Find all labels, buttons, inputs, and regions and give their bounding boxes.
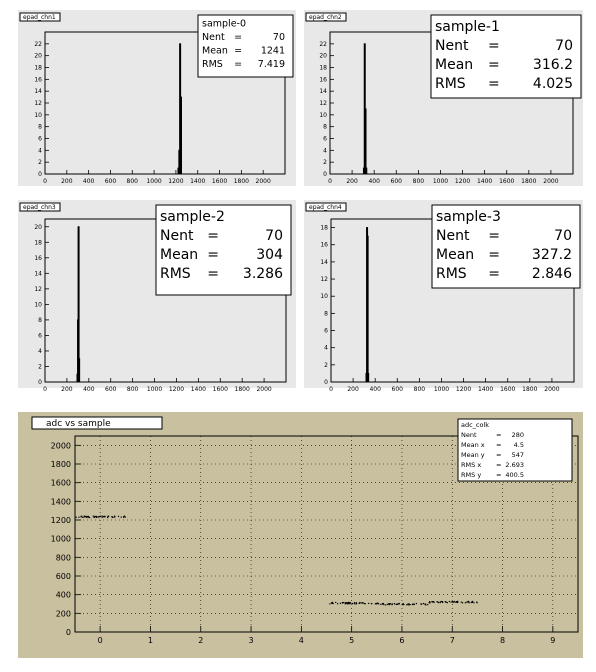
y-tick-label: 18	[34, 239, 42, 247]
stats-equals: =	[207, 266, 220, 282]
scatter-point	[83, 517, 84, 518]
x-tick-label: 200	[347, 386, 359, 393]
scatter-point	[329, 603, 330, 604]
y-tick-label: 1200	[50, 516, 71, 525]
stats-value: 2.846	[531, 266, 572, 282]
scatter-point	[447, 602, 448, 603]
plot-title: epad_chn3	[23, 204, 56, 211]
stats-label: Nent	[436, 228, 470, 244]
scatter-point	[101, 516, 102, 517]
x-tick-label: 400	[369, 386, 381, 393]
scatter-point	[354, 603, 355, 604]
scatter-point	[452, 601, 453, 602]
stats-equals: =	[234, 45, 243, 57]
stats-value: 400.5	[505, 471, 524, 479]
y-tick-label: 8	[38, 316, 42, 324]
stats-equals: =	[496, 451, 502, 459]
x-tick-label: 600	[390, 178, 402, 185]
scatter-point	[345, 602, 346, 603]
y-tick-label: 2000	[50, 441, 71, 451]
stats-label: RMS y	[461, 471, 482, 479]
x-tick-label: 200	[61, 178, 73, 185]
y-tick-label: 20	[319, 52, 327, 60]
y-tick-label: 2	[323, 159, 327, 167]
y-tick-label: 12	[319, 100, 327, 107]
stats-equals: =	[488, 247, 500, 263]
y-tick-label: 18	[319, 64, 327, 72]
y-tick-label: 600	[55, 572, 71, 581]
x-tick-label: 7	[449, 636, 455, 645]
scatter-point	[387, 604, 388, 605]
scatter-point	[383, 604, 384, 605]
y-tick-label: 12	[320, 276, 328, 284]
y-tick-label: 18	[320, 224, 328, 232]
y-tick-label: 4	[38, 147, 42, 155]
scatter-point	[352, 603, 353, 604]
scatter-point	[80, 516, 81, 517]
stats-name: sample-2	[160, 209, 225, 225]
x-tick-label: 200	[61, 386, 73, 393]
stats-equals: =	[496, 431, 502, 439]
y-tick-label: 6	[323, 135, 327, 143]
scatter-point	[107, 516, 108, 517]
y-tick-label: 22	[34, 40, 42, 48]
scatter-point	[359, 602, 360, 603]
histogram-bar	[366, 168, 367, 174]
stats-equals: =	[234, 59, 243, 70]
scatter-point	[396, 604, 397, 605]
scatter-point	[87, 516, 88, 517]
scatter-point	[342, 602, 343, 603]
stats-equals: =	[488, 266, 500, 282]
stats-equals: =	[488, 228, 500, 244]
scatter-point	[421, 604, 422, 605]
scatter-point	[437, 601, 438, 602]
histogram-pad-4	[304, 200, 583, 393]
stats-value: 304	[256, 247, 283, 263]
x-tick-label: 1200	[455, 386, 472, 393]
y-tick-label: 22	[319, 40, 327, 48]
histogram-pad-1	[18, 10, 296, 186]
scatter-point	[416, 603, 417, 604]
scatter-point	[391, 604, 392, 605]
scatter-point	[380, 604, 381, 605]
scatter-point	[100, 516, 101, 517]
x-tick-label: 600	[105, 386, 117, 393]
scatter-point	[362, 602, 363, 603]
x-tick-label: 1400	[477, 386, 494, 393]
scatter-point	[121, 516, 122, 517]
scatter-point	[94, 516, 95, 517]
scatter-point	[397, 604, 398, 605]
stats-value: 2.693	[505, 461, 524, 469]
plot-title: adc vs sample	[46, 419, 111, 429]
stats-value: 3.286	[242, 266, 283, 282]
scatter-point	[78, 517, 79, 518]
scatter-point	[356, 602, 357, 603]
x-tick-label: 400	[82, 178, 95, 185]
stats-label: RMS	[202, 59, 223, 70]
scatter-point	[340, 603, 341, 604]
x-tick-label: 1000	[146, 386, 163, 393]
stats-equals: =	[488, 38, 500, 54]
x-tick-label: 1400	[190, 386, 207, 393]
stats-label: Nent	[435, 38, 469, 54]
scatter-point	[427, 604, 428, 605]
histogram-bar	[368, 373, 369, 382]
y-tick-label: 200	[55, 609, 71, 619]
y-tick-label: 10	[34, 111, 42, 119]
y-tick-label: 8	[323, 123, 327, 131]
scatter-point	[449, 601, 450, 602]
y-tick-label: 6	[324, 327, 328, 335]
scatter-point	[103, 516, 104, 517]
x-tick-label: 4	[298, 636, 304, 645]
x-tick-label: 1200	[168, 386, 185, 393]
y-tick-label: 2	[38, 159, 42, 167]
y-tick-label: 10	[34, 301, 42, 309]
scatter-point	[394, 603, 395, 604]
histogram-epad-chn1	[18, 10, 296, 186]
y-tick-label: 400	[55, 590, 71, 600]
scatter-point	[402, 603, 403, 604]
scatter-point	[430, 602, 431, 603]
scatter-point	[442, 601, 443, 602]
y-tick-label: 14	[319, 88, 327, 96]
y-tick-label: 4	[323, 147, 327, 155]
stats-equals: =	[488, 76, 500, 92]
stats-label: Mean y	[461, 451, 485, 459]
x-tick-label: 1600	[211, 178, 228, 185]
stats-value: 70	[265, 228, 283, 244]
stats-value: 327.2	[531, 247, 572, 263]
x-tick-label: 1200	[454, 178, 471, 185]
x-tick-label: 8	[500, 636, 506, 645]
y-tick-label: 20	[34, 52, 42, 60]
y-tick-label: 0	[38, 171, 42, 178]
scatter-point	[96, 516, 97, 517]
x-tick-label: 400	[83, 386, 95, 393]
stats-label: Nent	[202, 32, 225, 43]
x-tick-label: 1800	[234, 386, 250, 393]
scatter-point	[348, 603, 349, 604]
y-tick-label: 4	[324, 344, 328, 352]
y-tick-label: 18	[34, 64, 42, 72]
x-tick-label: 2000	[544, 386, 560, 393]
stats-name: adc_colk	[461, 421, 490, 429]
y-tick-label: 14	[34, 88, 42, 96]
scatter-point	[462, 602, 463, 603]
scatter-point	[365, 603, 366, 604]
x-tick-label: 200	[346, 178, 358, 185]
y-tick-label: 4	[38, 347, 42, 355]
stats-value: 4.025	[532, 76, 573, 92]
scatter-adc-vs-sample	[18, 412, 583, 658]
histogram-pad-2	[304, 10, 583, 186]
scatter-point	[453, 602, 454, 603]
scatter-point	[346, 602, 347, 603]
plot-title: epad_chn4	[309, 204, 342, 211]
scatter-point	[364, 603, 365, 604]
x-tick-label: 2	[198, 636, 204, 645]
stats-name: sample-0	[202, 18, 247, 30]
scatter-point	[388, 603, 389, 604]
y-tick-label: 14	[34, 270, 42, 278]
scatter-point	[414, 604, 415, 605]
scatter-point	[410, 604, 411, 605]
histogram-bar	[367, 236, 368, 382]
x-tick-label: 0	[328, 178, 332, 185]
x-tick-label: 1600	[500, 386, 516, 393]
x-tick-label: 1600	[212, 386, 228, 393]
x-tick-label: 600	[391, 386, 403, 393]
scatter-point	[89, 517, 90, 518]
plot-title: epad_chn2	[309, 14, 342, 21]
y-tick-label: 0	[323, 171, 327, 178]
scatter-point	[361, 602, 362, 603]
scatter-point	[125, 516, 126, 517]
scatter-point	[468, 601, 469, 602]
x-tick-label: 1800	[522, 386, 538, 393]
scatter-point	[378, 603, 379, 604]
y-tick-label: 6	[38, 332, 42, 340]
y-tick-label: 10	[319, 111, 327, 119]
x-tick-label: 1400	[190, 178, 206, 185]
stats-value: 7.419	[257, 59, 285, 70]
x-tick-label: 3	[248, 636, 254, 645]
scatter-point	[337, 603, 338, 604]
scatter-point	[349, 602, 350, 603]
y-tick-label: 8	[38, 123, 42, 131]
stats-label: Nent	[461, 431, 477, 439]
stats-label: Nent	[160, 228, 194, 244]
x-tick-label: 0	[43, 178, 47, 185]
stats-equals: =	[496, 441, 502, 449]
scatter-point	[118, 516, 119, 517]
scatter-point	[472, 601, 473, 602]
histogram-epad-chn4	[304, 200, 583, 393]
scatter-point	[432, 601, 433, 602]
scatter-point	[82, 517, 83, 518]
stats-value: 1241	[260, 45, 285, 57]
stats-value: 70	[554, 228, 572, 244]
x-tick-label: 1000	[433, 386, 450, 393]
x-tick-label: 800	[126, 178, 138, 185]
stats-name: sample-3	[436, 209, 501, 225]
stats-label: RMS x	[461, 461, 482, 469]
y-tick-label: 2	[38, 363, 42, 371]
stats-label: Mean	[435, 57, 474, 73]
y-tick-label: 2	[324, 361, 328, 369]
x-tick-label: 1000	[432, 178, 449, 185]
scatter-point	[456, 601, 457, 602]
scatter-point	[440, 602, 441, 603]
stats-equals: =	[496, 461, 502, 469]
x-tick-label: 1800	[233, 178, 250, 185]
scatter-point	[368, 603, 369, 604]
scatter-point	[465, 602, 466, 603]
stats-equals: =	[234, 32, 243, 43]
stats-value: 280	[511, 431, 524, 439]
scatter-pad	[18, 412, 583, 658]
stats-label: Mean	[436, 247, 475, 263]
y-tick-label: 0	[65, 628, 71, 637]
scatter-point	[445, 601, 446, 602]
y-tick-label: 1600	[50, 478, 71, 488]
scatter-point	[343, 602, 344, 603]
x-tick-label: 0	[97, 636, 103, 645]
scatter-point	[433, 602, 434, 603]
y-tick-label: 0	[324, 379, 328, 386]
x-tick-label: 9	[550, 636, 556, 645]
x-tick-label: 2000	[543, 178, 559, 185]
scatter-point	[469, 602, 470, 603]
histogram-epad-chn2	[304, 10, 583, 186]
x-tick-label: 1200	[168, 178, 184, 185]
y-tick-label: 12	[34, 285, 42, 293]
stats-value: 547	[511, 451, 524, 459]
x-tick-label: 400	[368, 178, 380, 185]
stats-equals: =	[496, 471, 502, 479]
scatter-point	[335, 602, 336, 603]
histogram-bar	[180, 97, 181, 174]
scatter-point	[123, 517, 124, 518]
x-tick-label: 2000	[256, 386, 272, 393]
stats-name: sample-1	[435, 19, 500, 35]
y-tick-label: 1400	[50, 497, 71, 507]
scatter-point	[382, 603, 383, 604]
y-tick-label: 20	[34, 223, 42, 231]
y-tick-label: 6	[38, 135, 42, 143]
y-tick-label: 12	[34, 100, 42, 107]
scatter-point	[389, 603, 390, 604]
x-tick-label: 1600	[499, 178, 515, 185]
scatter-point	[355, 603, 356, 604]
y-tick-label: 16	[34, 254, 42, 262]
scatter-point	[354, 602, 355, 603]
stats-value: 316.2	[532, 57, 573, 73]
x-tick-label: 800	[412, 178, 425, 185]
y-tick-label: 14	[320, 258, 328, 266]
y-tick-label: 1000	[50, 534, 71, 544]
scatter-point	[461, 602, 462, 603]
scatter-point	[398, 603, 399, 604]
histogram-epad-chn3	[18, 200, 296, 393]
stats-label: RMS	[160, 266, 191, 282]
stats-label: RMS	[436, 266, 467, 282]
scatter-point	[76, 517, 77, 518]
scatter-point	[406, 604, 407, 605]
histogram-bar	[365, 109, 366, 174]
stats-equals: =	[488, 57, 500, 73]
plot-title: epad_chn1	[23, 14, 56, 21]
y-tick-label: 0	[38, 379, 42, 386]
x-tick-label: 800	[126, 386, 139, 393]
stats-label: Mean	[160, 247, 199, 263]
scatter-point	[473, 602, 474, 603]
scatter-point	[451, 601, 452, 602]
scatter-point	[476, 602, 477, 603]
scatter-point	[429, 601, 430, 602]
stats-label: Mean	[202, 45, 228, 57]
stats-equals: =	[207, 228, 220, 244]
scatter-point	[441, 601, 442, 602]
x-tick-label: 2000	[255, 178, 271, 185]
x-tick-label: 600	[104, 178, 117, 185]
scatter-point	[412, 604, 413, 605]
x-tick-label: 1400	[476, 178, 493, 185]
scatter-point	[423, 603, 424, 604]
y-tick-label: 10	[320, 293, 328, 301]
y-tick-label: 1800	[50, 460, 71, 469]
x-tick-label: 1	[147, 636, 153, 645]
scatter-point	[424, 604, 425, 605]
x-tick-label: 1000	[146, 178, 162, 185]
scatter-point	[101, 517, 102, 518]
y-tick-label: 16	[34, 76, 42, 84]
scatter-point	[385, 604, 386, 605]
scatter-point	[371, 603, 372, 604]
scatter-point	[375, 603, 376, 604]
scatter-point	[408, 604, 409, 605]
x-tick-label: 6	[399, 636, 405, 645]
scatter-point	[86, 517, 87, 518]
y-tick-label: 8	[324, 310, 328, 318]
stats-value: 70	[555, 38, 573, 54]
x-tick-label: 0	[43, 386, 47, 393]
scatter-point	[332, 603, 333, 604]
scatter-point	[114, 516, 115, 517]
scatter-point	[98, 516, 99, 517]
scatter-point	[112, 516, 113, 517]
stats-label: Mean x	[461, 441, 485, 449]
stats-value: 70	[272, 32, 285, 43]
x-tick-label: 1800	[521, 178, 537, 185]
scatter-point	[93, 516, 94, 517]
x-tick-label: 800	[413, 386, 426, 393]
x-tick-label: 0	[329, 386, 333, 393]
x-tick-label: 5	[349, 636, 355, 645]
histogram-bar	[79, 359, 80, 382]
y-tick-label: 16	[319, 76, 327, 84]
scatter-point	[457, 602, 458, 603]
stats-label: RMS	[435, 76, 466, 92]
stats-value: 4.5	[513, 441, 524, 449]
y-tick-label: 16	[320, 241, 328, 249]
y-tick-label: 800	[55, 553, 71, 563]
histogram-pad-3	[18, 200, 296, 393]
stats-equals: =	[207, 247, 220, 263]
